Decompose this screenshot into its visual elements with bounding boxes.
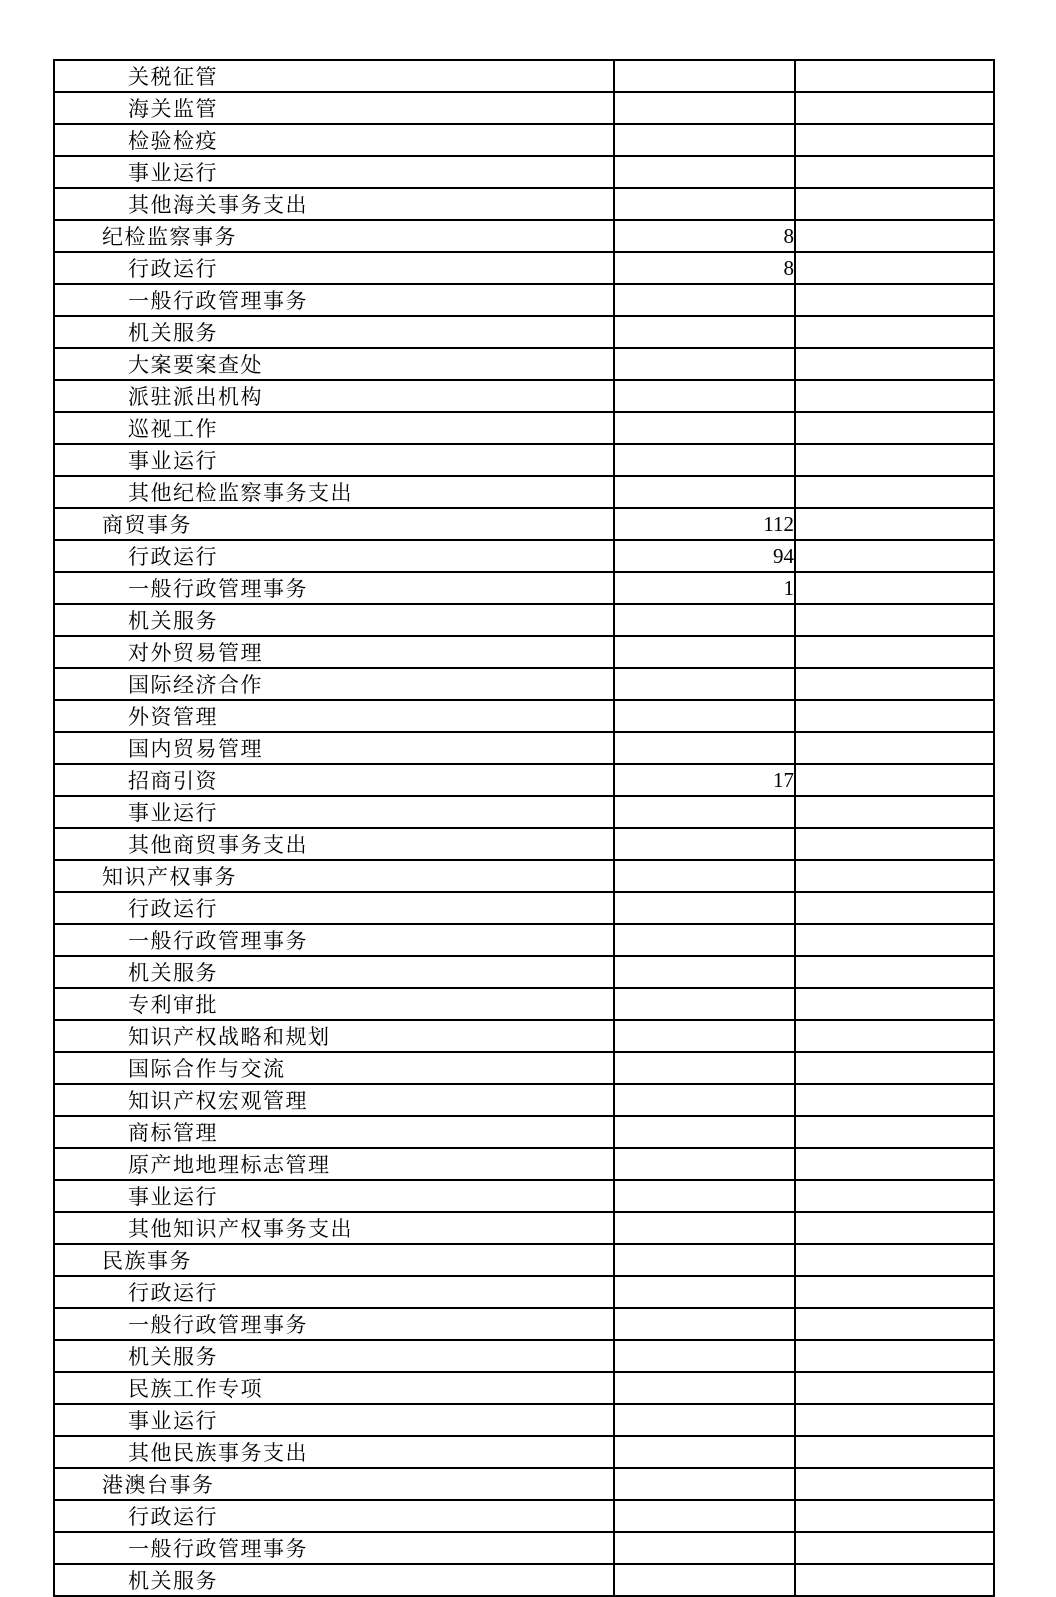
item-name-cell: 机关服务	[54, 1564, 614, 1596]
amount-cell	[614, 1308, 795, 1340]
blank-cell	[795, 860, 994, 892]
blank-cell	[795, 1084, 994, 1116]
blank-cell	[795, 1276, 994, 1308]
table-row	[54, 444, 994, 476]
table-row	[54, 316, 994, 348]
amount-cell	[614, 92, 795, 124]
table-row	[54, 1148, 994, 1180]
blank-cell	[795, 828, 994, 860]
blank-cell	[795, 764, 994, 796]
amount-cell	[614, 1020, 795, 1052]
blank-cell	[795, 508, 994, 540]
item-name-cell: 其他商贸事务支出	[54, 828, 614, 860]
amount-cell	[614, 1564, 795, 1596]
blank-cell	[795, 732, 994, 764]
table-row	[54, 700, 994, 732]
amount-cell: 94	[614, 540, 795, 572]
item-name-cell: 国际经济合作	[54, 668, 614, 700]
blank-cell	[795, 668, 994, 700]
item-name-cell: 海关监管	[54, 92, 614, 124]
amount-cell	[614, 1372, 795, 1404]
table-row	[54, 412, 994, 444]
item-name-cell: 派驻派出机构	[54, 380, 614, 412]
amount-cell	[614, 860, 795, 892]
table-row	[54, 1052, 994, 1084]
item-name-cell: 知识产权事务	[54, 860, 614, 892]
table-row	[54, 348, 994, 380]
table-row	[54, 860, 994, 892]
blank-cell	[795, 316, 994, 348]
blank-cell	[795, 988, 994, 1020]
amount-cell	[614, 1212, 795, 1244]
table-row	[54, 764, 994, 796]
item-name-cell: 商标管理	[54, 1116, 614, 1148]
table-row	[54, 1180, 994, 1212]
amount-cell	[614, 60, 795, 92]
blank-cell	[795, 636, 994, 668]
blank-cell	[795, 348, 994, 380]
amount-cell	[614, 1468, 795, 1500]
blank-cell	[795, 892, 994, 924]
table-row	[54, 924, 994, 956]
blank-cell	[795, 1180, 994, 1212]
item-name-cell: 机关服务	[54, 604, 614, 636]
amount-cell	[614, 700, 795, 732]
amount-cell	[614, 668, 795, 700]
table-row	[54, 252, 994, 284]
blank-cell	[795, 1212, 994, 1244]
table-row	[54, 124, 994, 156]
amount-cell	[614, 1244, 795, 1276]
item-name-cell: 招商引资	[54, 764, 614, 796]
amount-cell	[614, 412, 795, 444]
blank-cell	[795, 124, 994, 156]
blank-cell	[795, 1020, 994, 1052]
amount-cell	[614, 284, 795, 316]
item-name-cell: 行政运行	[54, 540, 614, 572]
item-name-cell: 知识产权战略和规划	[54, 1020, 614, 1052]
amount-cell	[614, 124, 795, 156]
blank-cell	[795, 476, 994, 508]
blank-cell	[795, 924, 994, 956]
item-name-cell: 大案要案查处	[54, 348, 614, 380]
amount-cell	[614, 1500, 795, 1532]
item-name-cell: 行政运行	[54, 1276, 614, 1308]
table-row	[54, 732, 994, 764]
blank-cell	[795, 60, 994, 92]
amount-cell	[614, 444, 795, 476]
amount-cell	[614, 188, 795, 220]
item-name-cell: 关税征管	[54, 60, 614, 92]
item-name-cell: 行政运行	[54, 1500, 614, 1532]
table-row	[54, 1532, 994, 1564]
amount-cell: 8	[614, 220, 795, 252]
budget-table	[53, 59, 995, 1597]
table-row	[54, 796, 994, 828]
blank-cell	[795, 1404, 994, 1436]
blank-cell	[795, 1468, 994, 1500]
item-name-cell: 其他纪检监察事务支出	[54, 476, 614, 508]
item-name-cell: 机关服务	[54, 956, 614, 988]
blank-cell	[795, 1116, 994, 1148]
item-name-cell: 事业运行	[54, 1404, 614, 1436]
blank-cell	[795, 92, 994, 124]
blank-cell	[795, 380, 994, 412]
amount-cell	[614, 732, 795, 764]
blank-cell	[795, 1308, 994, 1340]
amount-cell	[614, 380, 795, 412]
item-name-cell: 事业运行	[54, 1180, 614, 1212]
amount-cell	[614, 316, 795, 348]
blank-cell	[795, 1564, 994, 1596]
table-row	[54, 1564, 994, 1596]
blank-cell	[795, 956, 994, 988]
blank-cell	[795, 1340, 994, 1372]
item-name-cell: 事业运行	[54, 796, 614, 828]
amount-cell	[614, 1116, 795, 1148]
table-row	[54, 604, 994, 636]
table-row	[54, 668, 994, 700]
amount-cell	[614, 1532, 795, 1564]
blank-cell	[795, 412, 994, 444]
table-row	[54, 508, 994, 540]
amount-cell	[614, 156, 795, 188]
table-row	[54, 636, 994, 668]
table-row	[54, 220, 994, 252]
item-name-cell: 一般行政管理事务	[54, 1308, 614, 1340]
amount-cell	[614, 988, 795, 1020]
item-name-cell: 一般行政管理事务	[54, 572, 614, 604]
item-name-cell: 行政运行	[54, 252, 614, 284]
blank-cell	[795, 284, 994, 316]
amount-cell: 8	[614, 252, 795, 284]
item-name-cell: 原产地地理标志管理	[54, 1148, 614, 1180]
amount-cell	[614, 1148, 795, 1180]
blank-cell	[795, 1532, 994, 1564]
item-name-cell: 事业运行	[54, 444, 614, 476]
amount-cell	[614, 956, 795, 988]
blank-cell	[795, 572, 994, 604]
amount-cell	[614, 1052, 795, 1084]
table-row	[54, 92, 994, 124]
blank-cell	[795, 540, 994, 572]
amount-cell	[614, 924, 795, 956]
blank-cell	[795, 796, 994, 828]
amount-cell	[614, 1084, 795, 1116]
blank-cell	[795, 252, 994, 284]
table-row	[54, 1084, 994, 1116]
item-name-cell: 机关服务	[54, 316, 614, 348]
amount-cell	[614, 828, 795, 860]
item-name-cell: 商贸事务	[54, 508, 614, 540]
item-name-cell: 外资管理	[54, 700, 614, 732]
item-name-cell: 民族工作专项	[54, 1372, 614, 1404]
item-name-cell: 专利审批	[54, 988, 614, 1020]
table-row	[54, 284, 994, 316]
table-row	[54, 1212, 994, 1244]
table-row	[54, 380, 994, 412]
item-name-cell: 一般行政管理事务	[54, 1532, 614, 1564]
amount-cell: 1	[614, 572, 795, 604]
blank-cell	[795, 156, 994, 188]
amount-cell	[614, 796, 795, 828]
table-row	[54, 476, 994, 508]
table-row	[54, 1244, 994, 1276]
table-row	[54, 1308, 994, 1340]
table-row	[54, 1020, 994, 1052]
amount-cell	[614, 1404, 795, 1436]
amount-cell	[614, 1436, 795, 1468]
blank-cell	[795, 1148, 994, 1180]
table-row	[54, 956, 994, 988]
amount-cell	[614, 348, 795, 380]
item-name-cell: 其他知识产权事务支出	[54, 1212, 614, 1244]
item-name-cell: 一般行政管理事务	[54, 924, 614, 956]
amount-cell	[614, 1180, 795, 1212]
item-name-cell: 事业运行	[54, 156, 614, 188]
table-row	[54, 892, 994, 924]
amount-cell	[614, 604, 795, 636]
table-row	[54, 988, 994, 1020]
amount-cell	[614, 892, 795, 924]
blank-cell	[795, 188, 994, 220]
table-row	[54, 572, 994, 604]
table-row	[54, 188, 994, 220]
amount-cell	[614, 476, 795, 508]
table-row	[54, 156, 994, 188]
blank-cell	[795, 1244, 994, 1276]
item-name-cell: 巡视工作	[54, 412, 614, 444]
table-row	[54, 1276, 994, 1308]
blank-cell	[795, 1052, 994, 1084]
table-row	[54, 1340, 994, 1372]
amount-cell	[614, 636, 795, 668]
item-name-cell: 国内贸易管理	[54, 732, 614, 764]
item-name-cell: 港澳台事务	[54, 1468, 614, 1500]
table-row	[54, 60, 994, 92]
blank-cell	[795, 1500, 994, 1532]
blank-cell	[795, 1436, 994, 1468]
item-name-cell: 其他民族事务支出	[54, 1436, 614, 1468]
item-name-cell: 检验检疫	[54, 124, 614, 156]
amount-cell	[614, 1340, 795, 1372]
amount-cell	[614, 1276, 795, 1308]
item-name-cell: 其他海关事务支出	[54, 188, 614, 220]
item-name-cell: 对外贸易管理	[54, 636, 614, 668]
item-name-cell: 纪检监察事务	[54, 220, 614, 252]
table-row	[54, 1436, 994, 1468]
blank-cell	[795, 1372, 994, 1404]
blank-cell	[795, 604, 994, 636]
amount-cell: 17	[614, 764, 795, 796]
amount-cell: 112	[614, 508, 795, 540]
blank-cell	[795, 220, 994, 252]
table-row	[54, 1116, 994, 1148]
table-row	[54, 1404, 994, 1436]
item-name-cell: 知识产权宏观管理	[54, 1084, 614, 1116]
item-name-cell: 机关服务	[54, 1340, 614, 1372]
table-row	[54, 1500, 994, 1532]
item-name-cell: 民族事务	[54, 1244, 614, 1276]
blank-cell	[795, 444, 994, 476]
table-row	[54, 540, 994, 572]
item-name-cell: 行政运行	[54, 892, 614, 924]
budget-table-body	[54, 60, 994, 1596]
table-row	[54, 828, 994, 860]
blank-cell	[795, 700, 994, 732]
table-row	[54, 1468, 994, 1500]
item-name-cell: 国际合作与交流	[54, 1052, 614, 1084]
item-name-cell: 一般行政管理事务	[54, 284, 614, 316]
table-row	[54, 1372, 994, 1404]
